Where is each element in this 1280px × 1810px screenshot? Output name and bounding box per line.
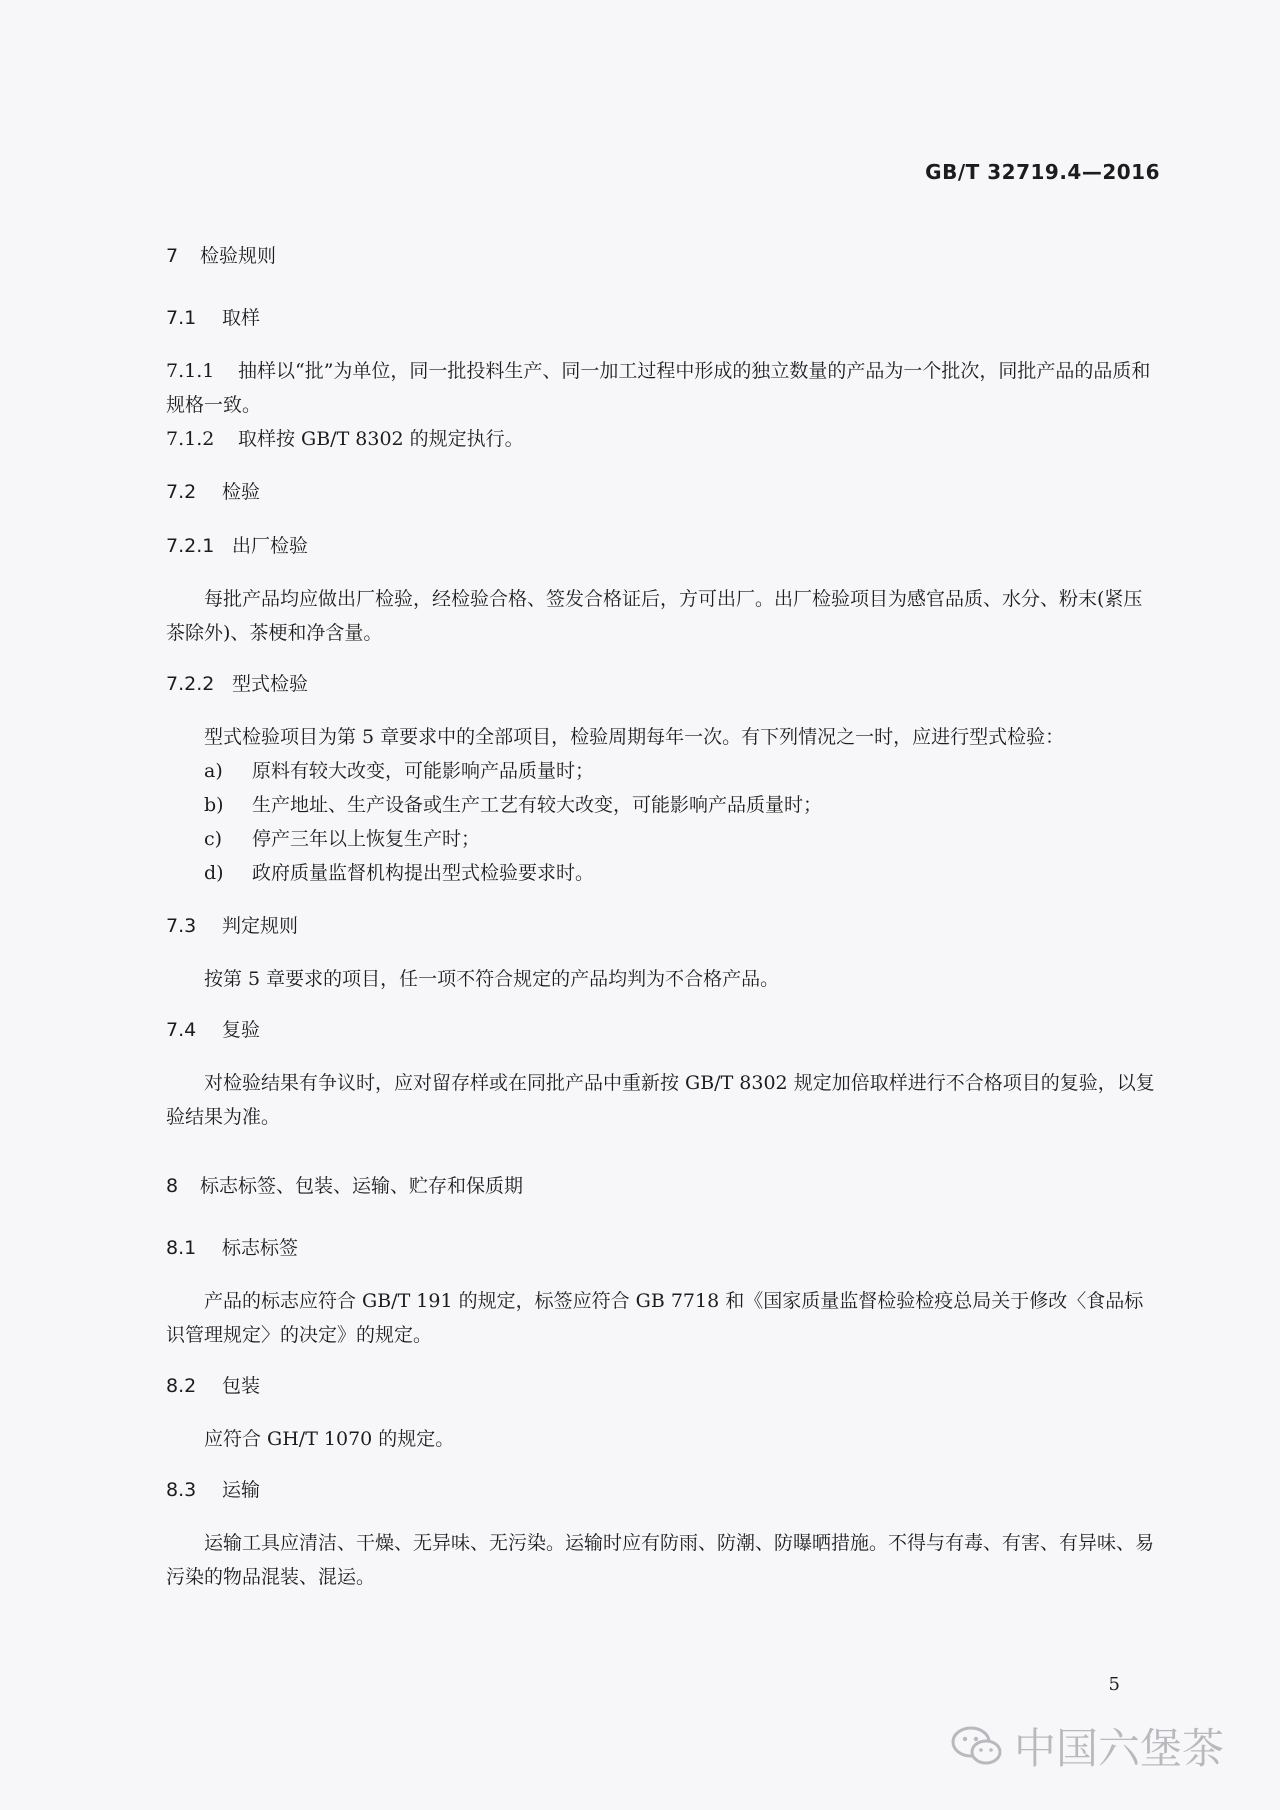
- clause-7-1-1: [166, 354, 1156, 422]
- section-number: 7.2.2: [166, 673, 215, 695]
- watermark: [950, 1716, 1224, 1776]
- clause-text: 取样按 GB/T 8302 的规定执行。: [238, 428, 524, 450]
- section-number: 8.1: [166, 1237, 197, 1259]
- section-title: 运输: [222, 1479, 261, 1501]
- list-text: 生产地址、生产设备或生产工艺有较大改变，可能影响产品质量时；: [252, 794, 823, 816]
- document-body: [166, 238, 1156, 1610]
- section-7-heading: [166, 238, 1156, 274]
- section-title: 包装: [222, 1375, 261, 1397]
- list-text: 政府质量监督机构提出型式检验要求时。: [252, 862, 595, 884]
- clause-7-1-2: [166, 422, 1156, 456]
- standard-code: GB/T 32719.4—2016: [925, 160, 1160, 184]
- section-8-heading: [166, 1168, 1156, 1204]
- list-label: c): [204, 828, 223, 850]
- list-item: [166, 754, 1156, 788]
- clause-7-2-2-text: 型式检验项目为第 5 章要求中的全部项目，检验周期每年一次。有下列情况之一时，应进行型式检验：: [204, 726, 1065, 748]
- section-7-4-heading: [166, 1012, 1156, 1048]
- section-number: 8: [166, 1175, 179, 1197]
- wechat-icon: [950, 1723, 1004, 1769]
- section-title: 检验规则: [200, 245, 277, 267]
- section-8-2-heading: [166, 1368, 1156, 1404]
- type-inspection-conditions: [166, 754, 1156, 890]
- list-item: [166, 822, 1156, 856]
- clause-text: 抽样以“批”为单位，同一批投料生产、同一加工过程中形成的独立数量的产品为一个批次，同批产品的品质和规格一致。: [166, 360, 1151, 416]
- clause-8-3-text: 运输工具应清洁、干燥、无异味、无污染。运输时应有防雨、防潮、防曝晒措施。不得与有毒、有害、有异味、易污染的物品混装、混运。: [166, 1532, 1155, 1588]
- section-number: 8.2: [166, 1375, 197, 1397]
- section-8-1-heading: [166, 1230, 1156, 1266]
- clause-7-3-text: 按第 5 章要求的项目，任一项不符合规定的产品均判为不合格产品。: [204, 968, 780, 990]
- section-number: 7.2.1: [166, 535, 215, 557]
- clause-8-2-text: 应符合 GH/T 1070 的规定。: [204, 1428, 455, 1450]
- section-number: 7: [166, 245, 179, 267]
- section-title: 标志标签: [222, 1237, 299, 1259]
- section-7-2-1-heading: [166, 528, 1156, 564]
- section-number: 7.2: [166, 481, 197, 503]
- section-title: 判定规则: [222, 915, 299, 937]
- list-text: 停产三年以上恢复生产时；: [252, 828, 481, 850]
- clause-number: 7.1.2: [166, 428, 215, 450]
- section-title: 型式检验: [232, 673, 309, 695]
- page-number: 5: [1108, 1674, 1120, 1695]
- section-title: 检验: [222, 481, 261, 503]
- section-7-2-2-heading: [166, 666, 1156, 702]
- section-number: 7.1: [166, 307, 197, 329]
- section-number: 8.3: [166, 1479, 197, 1501]
- clause-8-1-text: 产品的标志应符合 GB/T 191 的规定，标签应符合 GB 7718 和《国家质量监督检验检疫总局关于修改〈食品标识管理规定〉的决定》的规定。: [166, 1290, 1144, 1346]
- section-7-1-heading: [166, 300, 1156, 336]
- section-title: 出厂检验: [232, 535, 309, 557]
- section-title: 取样: [222, 307, 261, 329]
- section-number: 7.3: [166, 915, 197, 937]
- section-title: 标志标签、包装、运输、贮存和保质期: [200, 1175, 524, 1197]
- list-label: d): [204, 862, 224, 884]
- section-7-2-heading: [166, 474, 1156, 510]
- list-item: [166, 856, 1156, 890]
- watermark-text: 中国六堡茶: [1013, 1724, 1224, 1773]
- list-label: b): [204, 794, 224, 816]
- section-title: 复验: [222, 1019, 261, 1041]
- section-7-3-heading: [166, 908, 1156, 944]
- section-8-3-heading: [166, 1472, 1156, 1508]
- clause-number: 7.1.1: [166, 360, 215, 382]
- clause-7-4-text: 对检验结果有争议时，应对留存样或在同批产品中重新按 GB/T 8302 规定加倍取样进行不合格项目的复验，以复验结果为准。: [166, 1072, 1155, 1128]
- list-text: 原料有较大改变，可能影响产品质量时；: [252, 760, 595, 782]
- section-number: 7.4: [166, 1019, 197, 1041]
- list-item: [166, 788, 1156, 822]
- list-label: a): [204, 760, 223, 782]
- clause-7-2-1-text: 每批产品均应做出厂检验，经检验合格、签发合格证后，方可出厂。出厂检验项目为感官品质、水分、粉末(紧压茶除外)、茶梗和净含量。: [166, 588, 1143, 644]
